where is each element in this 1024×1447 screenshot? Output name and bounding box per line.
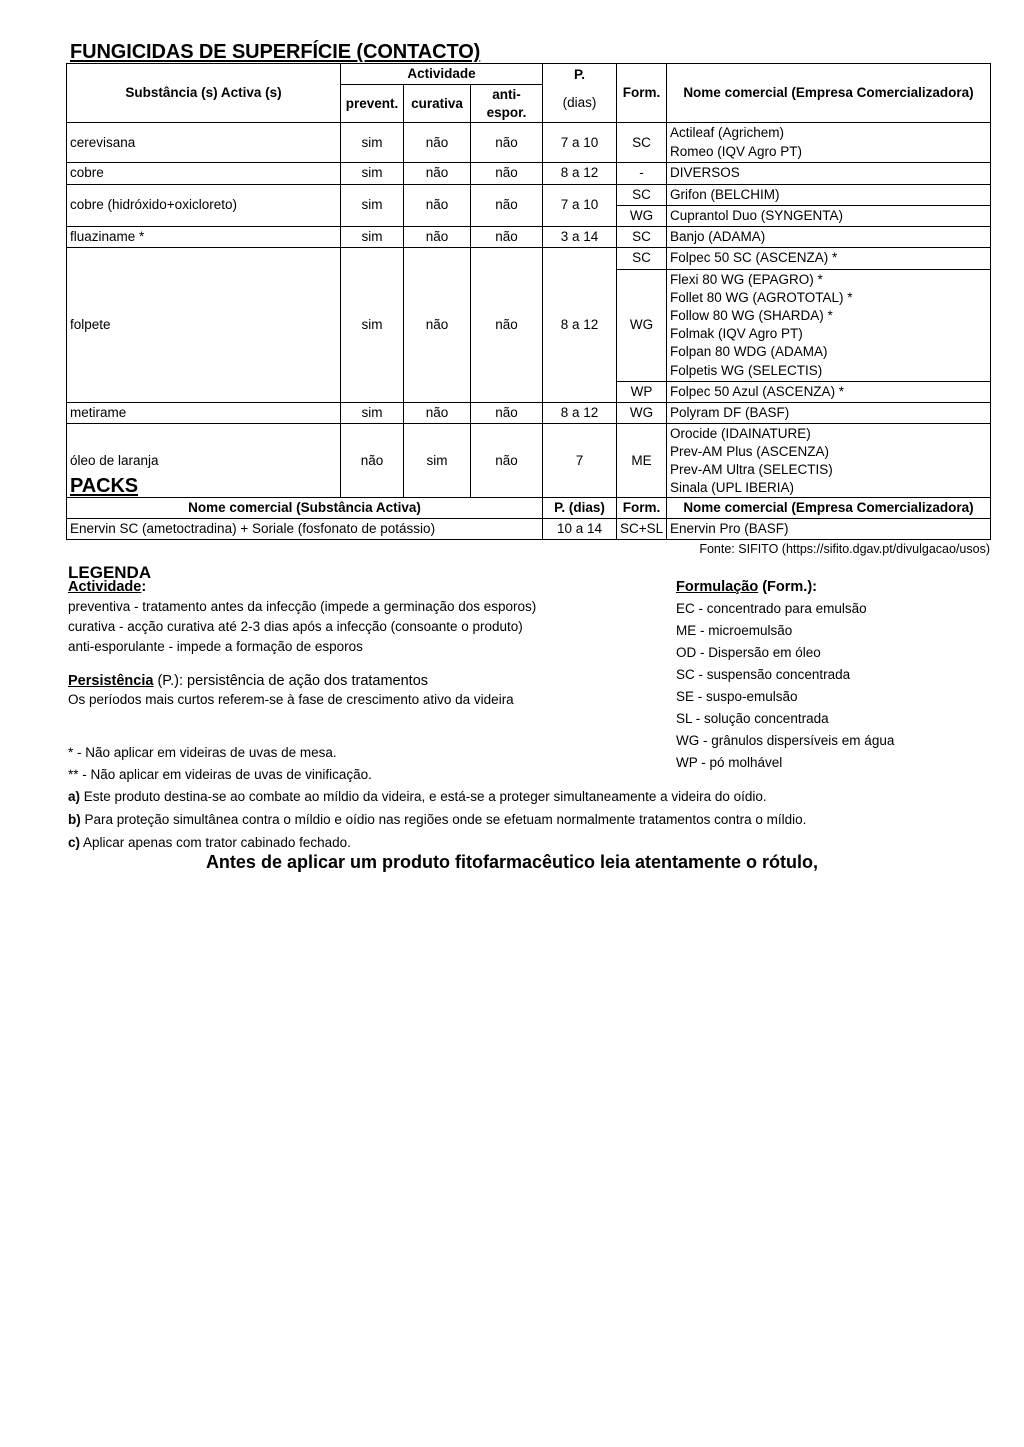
footnote-asterisk: * - Não aplicar em videiras de uvas de mesa. <box>68 745 337 760</box>
cell-curativa: não <box>404 184 471 226</box>
cell-form: SC <box>617 226 667 247</box>
cell-substancia: metirame <box>67 402 341 423</box>
footnote-b <box>68 812 806 827</box>
cell-form: WG <box>617 269 667 381</box>
legend-item-persistencia-note: Os períodos mais curtos referem-se à fase de crescimento ativo da videira <box>68 692 514 707</box>
legend-column-formulacao <box>676 580 1006 778</box>
footnote-double-asterisk: ** - Não aplicar em videiras de uvas de vinificação. <box>68 767 372 782</box>
cell-curativa: sim <box>404 423 471 499</box>
legend-head-formulacao-label: Formulação <box>676 579 759 595</box>
header-actividade: Actividade <box>341 64 543 85</box>
table-row <box>67 123 991 162</box>
header-p: P. <box>543 64 617 85</box>
cell-anti-espor: não <box>471 423 543 499</box>
produto-item: Orocide (IDAINATURE) <box>670 425 811 441</box>
produto-item: Folpetis WG (SELECTIS) <box>670 362 823 378</box>
produto-item: Romeo (IQV Agro PT) <box>670 143 803 159</box>
header-form: Form. <box>617 64 667 123</box>
header-substancia: Substância (s) Activa (s) <box>67 64 341 123</box>
cell-produtos: Banjo (ADAMA) <box>667 226 991 247</box>
legend-item-preventiva: preventiva - tratamento antes da infecção (impede a germinação dos esporos) <box>68 598 537 614</box>
cell-anti-espor: não <box>471 247 543 402</box>
legend-item-curativa: curativa - acção curativa até 2-3 dias após a infecção (consoante o produto) <box>68 618 523 634</box>
legend-item-sl: SL - solução concentrada <box>676 710 829 726</box>
cell-curativa: não <box>404 162 471 184</box>
cell-anti-espor: não <box>471 184 543 226</box>
header-p-dias: (dias) <box>543 84 617 123</box>
header-prevent: prevent. <box>341 84 404 123</box>
produto-item: Folmak (IQV Agro PT) <box>670 326 803 342</box>
cell-form: SC <box>617 184 667 205</box>
table-row <box>67 184 991 205</box>
table-row <box>67 226 991 247</box>
legend-head-persistencia <box>68 674 668 689</box>
cell-produtos: Grifon (BELCHIM) <box>667 184 991 205</box>
legend-item-ec: EC - concentrado para emulsão <box>676 600 867 616</box>
cell-anti-espor: não <box>471 162 543 184</box>
legend-item-anti-esporulante: anti-esporulante - impede a formação de esporos <box>68 638 363 654</box>
cell-prevent: não <box>341 423 404 499</box>
header-curativa: curativa <box>404 84 471 123</box>
cell-produtos <box>667 269 991 381</box>
cell-prevent: sim <box>341 184 404 226</box>
produto-item: Actileaf (Agrichem) <box>670 125 785 141</box>
packs-table-body <box>67 518 991 539</box>
table-row <box>67 423 991 499</box>
cell-substancia: cobre <box>67 162 341 184</box>
table-header-row-1 <box>67 64 991 85</box>
cell-produtos: Folpec 50 Azul (ASCENZA) * <box>667 381 991 402</box>
produto-list <box>670 425 987 498</box>
section-title-fungicidas: FUNGICIDAS DE SUPERFÍCIE (CONTACTO) <box>70 41 481 63</box>
cell-form: SC <box>617 247 667 269</box>
legend-head-formulacao <box>676 580 1006 595</box>
table-header-row <box>67 498 991 519</box>
legend-item-wp: WP - pó molhável <box>676 754 783 770</box>
cell-p-dias: 7 <box>543 423 617 499</box>
legend-item-me: ME - microemulsão <box>676 622 793 638</box>
cell-substancia: óleo de laranja <box>67 423 341 499</box>
legend-spacer <box>68 660 668 674</box>
legend-item-se: SE - suspo-emulsão <box>676 688 798 704</box>
cell-curativa: não <box>404 402 471 423</box>
footnote-c <box>68 835 351 850</box>
packs-table <box>66 497 991 540</box>
footnote-c-text: Aplicar apenas com trator cabinado fechado. <box>80 835 351 850</box>
cell-p-dias: 8 a 12 <box>543 402 617 423</box>
section-title-packs: PACKS <box>70 475 139 497</box>
cell-prevent: sim <box>341 162 404 184</box>
footnote-a <box>68 789 767 804</box>
cell-produtos: Cuprantol Duo (SYNGENTA) <box>667 205 991 226</box>
cell-form: ME <box>617 423 667 499</box>
cell-nome-comercial: Enervin Pro (BASF) <box>667 518 991 539</box>
table-row <box>67 247 991 269</box>
legend-head-formulacao-tail: (Form.): <box>758 579 817 595</box>
legend-item-wg: WG - grânulos dispersíveis em água <box>676 732 895 748</box>
cell-form: WG <box>617 205 667 226</box>
cell-prevent: sim <box>341 226 404 247</box>
header-anti-espor: anti-espor. <box>471 84 543 123</box>
produto-item: Folpan 80 WDG (ADAMA) <box>670 344 828 360</box>
cell-curativa: não <box>404 226 471 247</box>
cell-form: - <box>617 162 667 184</box>
header-nome-substancia: Nome comercial (Substância Activa) <box>67 498 543 519</box>
fungicidas-table <box>66 63 991 500</box>
cell-produtos <box>667 423 991 499</box>
cell-produtos: Polyram DF (BASF) <box>667 402 991 423</box>
cell-prevent: sim <box>341 402 404 423</box>
cell-curativa: não <box>404 123 471 162</box>
produto-list <box>670 124 987 160</box>
footnote-a-text: Este produto destina-se ao combate ao míldio da videira, e está-se a proteger simultaneamente a videira do oídio. <box>80 789 767 804</box>
table-row <box>67 402 991 423</box>
footnote-a-marker: a) <box>68 789 81 804</box>
cell-substancia: fluaziname * <box>67 226 341 247</box>
produto-item: Follow 80 WG (SHARDA) * <box>670 307 833 323</box>
cell-produtos: DIVERSOS <box>667 162 991 184</box>
cell-p-dias: 7 a 10 <box>543 123 617 162</box>
cell-curativa: não <box>404 247 471 402</box>
table-row <box>67 518 991 539</box>
cell-anti-espor: não <box>471 402 543 423</box>
produto-item: Sinala (UPL IBERIA) <box>670 480 795 496</box>
cell-produtos: Folpec 50 SC (ASCENZA) * <box>667 247 991 269</box>
cell-prevent: sim <box>341 123 404 162</box>
cell-substancia: folpete <box>67 247 341 402</box>
fungicidas-table-head <box>67 64 991 123</box>
produto-list <box>670 271 987 380</box>
header-nome-comercial: Nome comercial (Empresa Comercializadora) <box>667 498 991 519</box>
cell-form: WG <box>617 402 667 423</box>
cell-p-dias: 7 a 10 <box>543 184 617 226</box>
cell-p-dias: 8 a 12 <box>543 162 617 184</box>
closing-statement: Antes de aplicar um produto fitofarmacêutico leia atentamente o rótulo, <box>205 852 819 872</box>
legend-head-persistencia-label: Persistência <box>68 672 154 689</box>
cell-substancia: cobre (hidróxido+oxicloreto) <box>67 184 341 226</box>
legend-column-actividade <box>68 580 668 713</box>
legend-item-od: OD - Dispersão em óleo <box>676 644 821 660</box>
legend-item-sc: SC - suspensão concentrada <box>676 666 851 682</box>
cell-nome-substancia: Enervin SC (ametoctradina) + Soriale (fosfonato de potássio) <box>67 518 543 539</box>
fungicidas-table-body <box>67 123 991 499</box>
produto-item: Follet 80 WG (AGROTOTAL) * <box>670 289 853 305</box>
header-nome-comercial: Nome comercial (Empresa Comercializadora) <box>667 64 991 123</box>
cell-form: SC <box>617 123 667 162</box>
legend-head-persistencia-tail: (P.): persistência de ação dos tratamentos <box>153 672 429 689</box>
table-row <box>67 162 991 184</box>
cell-substancia: cerevisana <box>67 123 341 162</box>
header-p-dias: P. (dias) <box>543 498 617 519</box>
produto-item: Prev-AM Ultra (SELECTIS) <box>670 462 833 478</box>
footnote-b-marker: b) <box>68 812 81 827</box>
cell-p-dias: 8 a 12 <box>543 247 617 402</box>
cell-p-dias: 10 a 14 <box>543 518 617 539</box>
legend-head-actividade-colon: : <box>141 579 147 595</box>
cell-form: WP <box>617 381 667 402</box>
footnote-c-marker: c) <box>68 835 81 850</box>
legend-head-actividade-label: Actividade <box>68 579 142 595</box>
cell-anti-espor: não <box>471 226 543 247</box>
footnote-b-text: Para proteção simultânea contra o míldio e oídio nas regiões onde se efetuam normalmente tratamentos contra o míldio. <box>80 812 807 827</box>
cell-anti-espor: não <box>471 123 543 162</box>
legend-title: LEGENDA <box>68 563 152 582</box>
cell-produtos <box>667 123 991 162</box>
packs-table-head <box>67 498 991 519</box>
legend-head-actividade <box>68 580 668 595</box>
cell-prevent: sim <box>341 247 404 402</box>
cell-form: SC+SL <box>617 518 667 539</box>
source-attribution: Fonte: SIFITO (https://sifito.dgav.pt/divulgacao/usos) <box>699 542 990 556</box>
cell-p-dias: 3 a 14 <box>543 226 617 247</box>
header-form: Form. <box>617 498 667 519</box>
produto-item: Flexi 80 WG (EPAGRO) * <box>670 271 823 287</box>
produto-item: Prev-AM Plus (ASCENZA) <box>670 443 830 459</box>
